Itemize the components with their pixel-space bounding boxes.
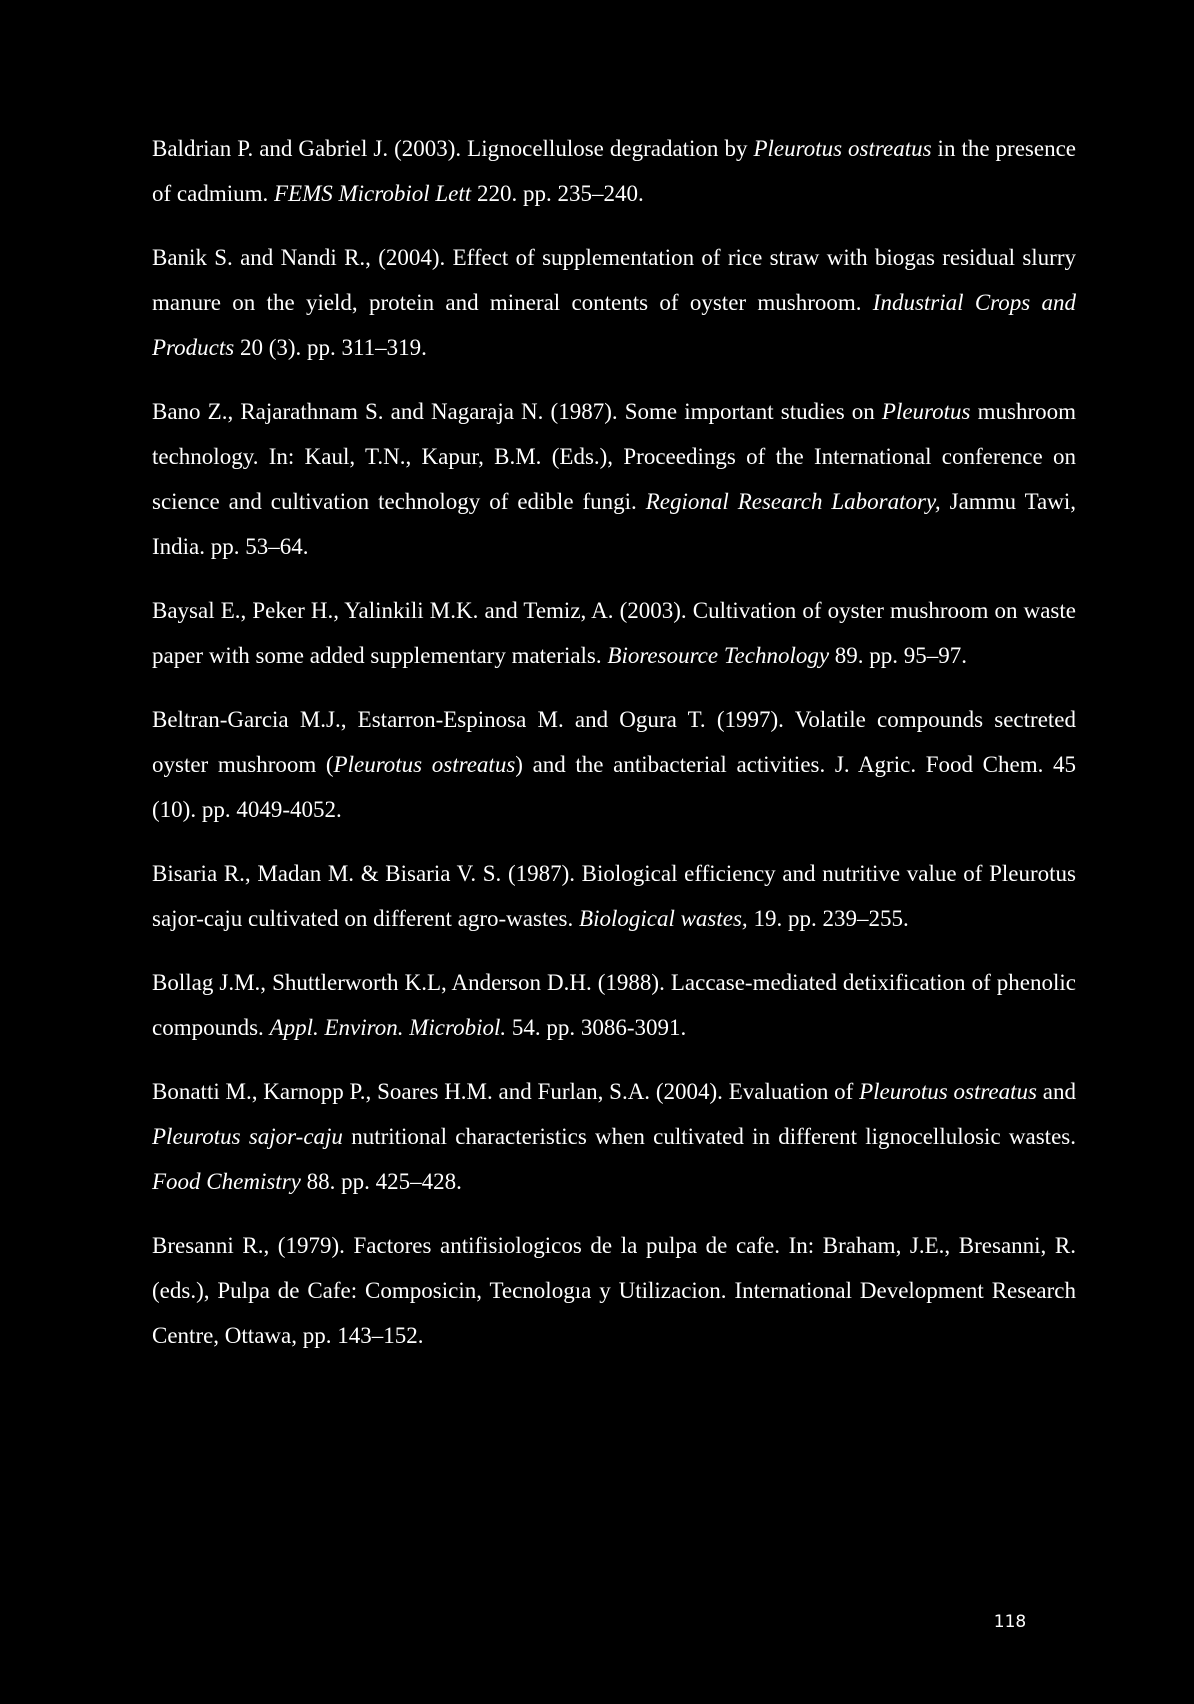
reference-entry	[152, 235, 1076, 370]
reference-text: ) and the antibacterial activities. J. Agric. Food Chem. 45 (10). pp. 4049-4052.	[152, 752, 1076, 822]
reference-italic-text: Pleurotus ostreatus	[859, 1079, 1037, 1104]
reference-entry	[152, 1223, 1076, 1358]
reference-entry	[152, 697, 1076, 832]
reference-entry	[152, 1069, 1076, 1204]
reference-text: mushroom technology. In: Kaul, T.N., Kapur, B.M. (Eds.), Proceedings of the International conference on science and cultivation technology of edible fungi.	[152, 399, 1077, 514]
reference-entry	[152, 588, 1076, 678]
reference-text: in the presence of cadmium.	[152, 136, 1077, 206]
reference-entry	[152, 389, 1076, 569]
reference-entry	[152, 126, 1076, 216]
reference-italic-text: Regional Research Laboratory,	[645, 489, 941, 514]
reference-entry	[152, 851, 1076, 941]
reference-text: Bisaria R., Madan M. & Bisaria V. S. (1987). Biological efficiency and nutritive value of Pleurotus sajor-caju cultivated on different agro-wastes.	[152, 861, 1076, 931]
reference-text: Beltran-Garcia M.J., Estarron-Espinosa M. and Ogura T. (1997). Volatile compounds sectreted oyster mushroom (	[152, 707, 1076, 777]
reference-italic-text: Pleurotus ostreatus	[333, 752, 516, 777]
reference-text: Bano Z., Rajarathnam S. and Nagaraja N. (1987). Some important studies on	[152, 399, 882, 424]
reference-italic-text: Pleurotus sajor-caju	[152, 1124, 343, 1149]
reference-text: 220. pp. 235–240.	[471, 181, 644, 206]
reference-italic-text: Bioresource Technology	[607, 643, 830, 668]
reference-text: 54. pp. 3086-3091.	[506, 1015, 687, 1040]
reference-text: Jammu Tawi, India. pp. 53–64.	[152, 489, 1076, 559]
reference-text: 20 (3). pp. 311–319.	[234, 335, 427, 360]
reference-list	[152, 126, 1076, 1377]
reference-text: Banik S. and Nandi R., (2004). Effect of supplementation of rice straw with biogas residual slurry manure on the yield, protein and mineral contents of oyster mushroom.	[152, 245, 1076, 315]
reference-text: Bonatti M., Karnopp P., Soares H.M. and Furlan, S.A. (2004). Evaluation of	[152, 1079, 860, 1104]
page-number: 118	[993, 1612, 1027, 1632]
reference-italic-text: Industrial Crops and Products	[152, 290, 1077, 360]
reference-italic-text: FEMS Microbiol Lett	[274, 181, 472, 206]
reference-italic-text: Pleurotus	[881, 399, 971, 424]
reference-entry	[152, 960, 1076, 1050]
reference-text: 88. pp. 425–428.	[300, 1169, 462, 1194]
reference-text: nutritional characteristics when cultivated in different lignocellulosic wastes.	[342, 1124, 1076, 1149]
reference-italic-text: Food Chemistry	[152, 1169, 301, 1194]
reference-text: 89. pp. 95–97.	[829, 643, 968, 668]
reference-text: 19. pp. 239–255.	[747, 906, 909, 931]
reference-italic-text: Biological wastes,	[579, 906, 748, 931]
reference-text: Baldrian P. and Gabriel J. (2003). Lignocellulose degradation by	[152, 136, 754, 161]
reference-text: Bresanni R., (1979). Factores antifisiologicos de la pulpa de cafe. In: Braham, J.E., Bresanni, R. (eds.), Pulpa de Cafe: Composicin, Tecnologıa y Utilizacion. International Development Research Centre, Ottawa, pp. 143–152.	[152, 1233, 1076, 1348]
reference-text: Baysal E., Peker H., Yalinkili M.K. and Temiz, A. (2003). Cultivation of oyster mushroom on waste paper with some added supplementary materials.	[152, 598, 1076, 668]
reference-text: Bollag J.M., Shuttlerworth K.L, Anderson D.H. (1988). Laccase-mediated detixification of phenolic compounds.	[152, 970, 1076, 1040]
reference-italic-text: Appl. Environ. Microbiol.	[269, 1015, 507, 1040]
reference-italic-text: Pleurotus ostreatus	[753, 136, 932, 161]
reference-text: and	[1036, 1079, 1076, 1104]
